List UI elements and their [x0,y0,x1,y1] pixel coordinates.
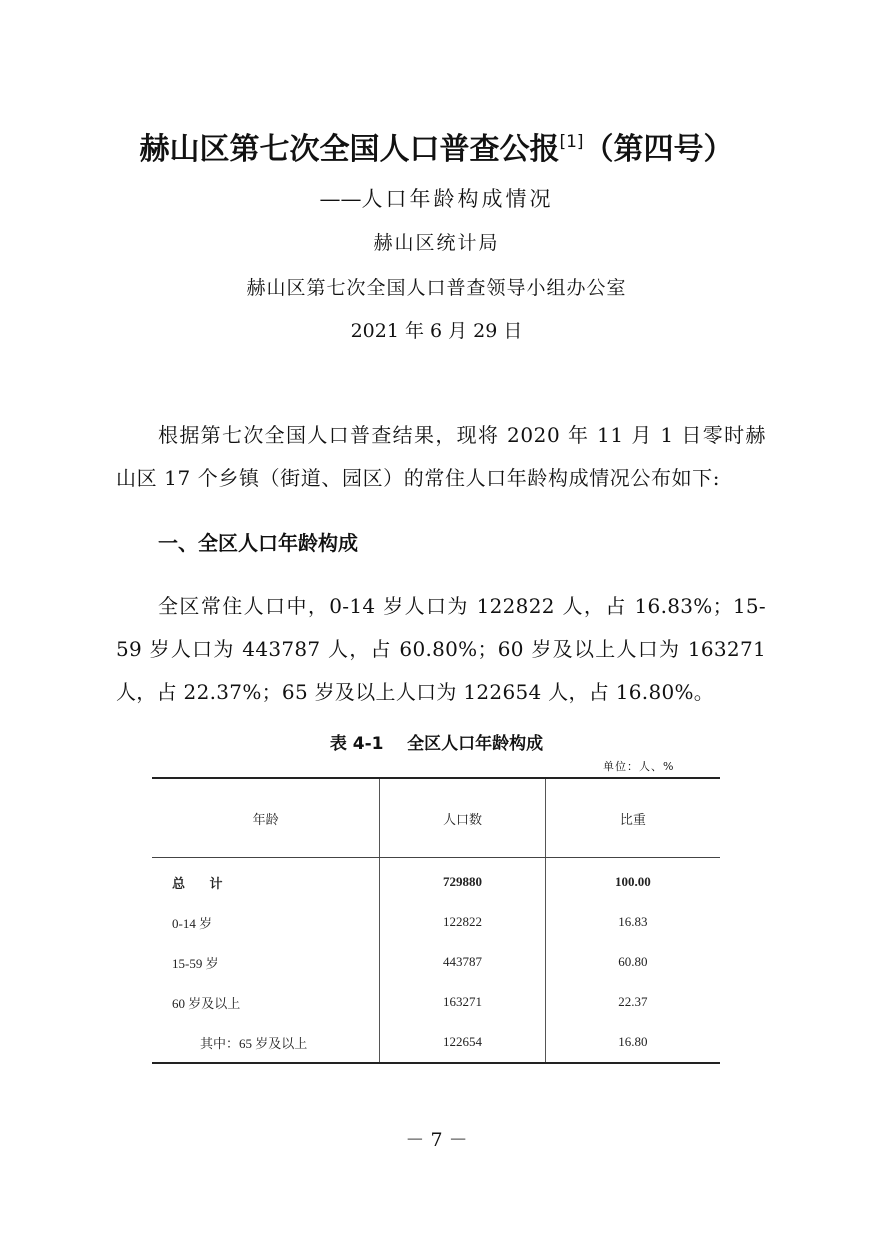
row-population: 122822 [380,902,545,942]
title-footnote-marker[interactable]: [1] [559,132,584,152]
row-population: 729880 [380,858,545,903]
subtitle [0,183,873,215]
page-title [0,128,873,172]
table-row [152,942,720,982]
page-number: － 7 － [405,1129,468,1151]
header-age: 年龄 [152,778,380,858]
row-share: 60.80 [545,942,720,982]
row-population: 122654 [380,1022,545,1063]
subtitle-dash: —— [319,187,362,211]
issuer-statistics-bureau: 赫山区统计局 [373,232,500,254]
title-text: 赫山区第七次全国人口普查公报 [139,132,560,167]
subtitle-text: 人口年龄构成情况 [361,187,554,211]
row-label: 总 计 [172,876,233,892]
header-population: 人口数 [380,778,545,858]
table-row [152,982,720,1022]
row-label: 60 岁及以上 [172,995,241,1011]
row-label: 其中：65 岁及以上 [152,1022,380,1063]
table-row [152,902,720,942]
row-population: 443787 [380,942,545,982]
section-heading: 一、全区人口年龄构成 [158,531,358,555]
title-suffix: （第四号） [583,132,734,167]
row-label: 15-59 岁 [172,955,219,971]
table-unit: 单位：人、% [603,760,675,773]
table-row-total [152,858,720,903]
table-row [152,1022,720,1063]
row-share: 100.00 [545,858,720,903]
publish-date: 2021 年 6 月 29 日 [350,320,523,342]
row-label: 0-14 岁 [172,915,213,931]
table-header-row [152,778,720,858]
row-share: 16.80 [545,1022,720,1063]
age-structure-table [152,777,720,1064]
row-population: 163271 [380,982,545,1022]
header-share: 比重 [545,778,720,858]
section-paragraph: 全区常住人口中，0-14 岁人口为 122822 人，占 16.83%；15-59 岁人口为 443787 人，占 60.80%；60 岁及以上人口为 163271 人，占 22.37%；65 岁及以上人口为 122654 人，占 16.80%。 [116,594,766,704]
table-title: 表 4-1 全区人口年龄构成 [329,734,544,754]
row-share: 16.83 [545,902,720,942]
intro-paragraph: 根据第七次全国人口普查结果，现将 2020 年 11 月 1 日零时赫山区 17 个乡镇（街道、园区）的常住人口年龄构成情况公布如下: [116,423,766,490]
issuer-census-office: 赫山区第七次全国人口普查领导小组办公室 [246,277,627,299]
row-share: 22.37 [545,982,720,1022]
